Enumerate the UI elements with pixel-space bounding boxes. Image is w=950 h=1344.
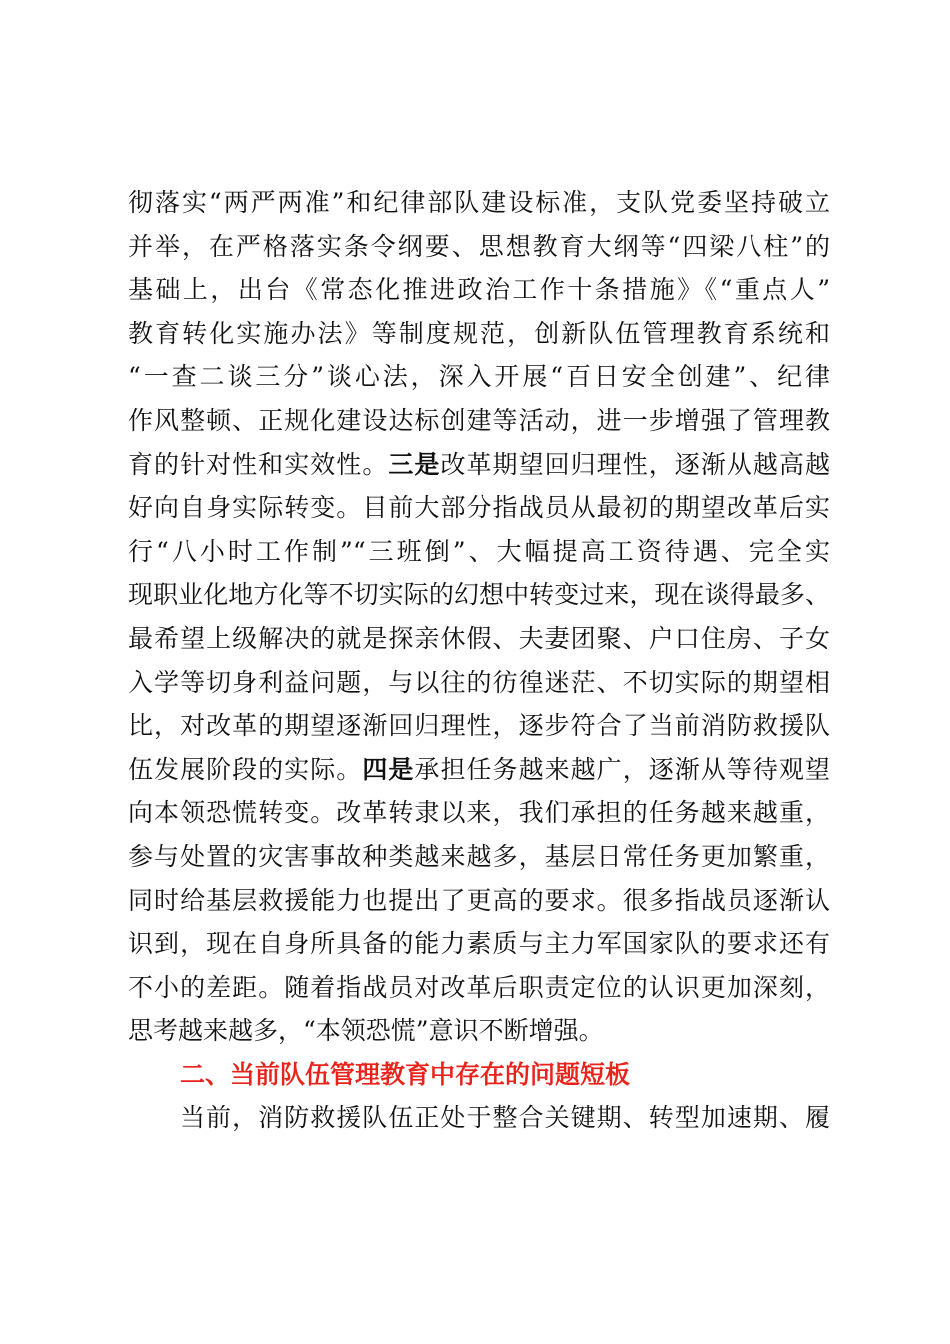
text-line: 参与处置的灾害事故种类越来越多，基层日常任务更加繁重，	[128, 841, 830, 871]
text-line: “一查二谈三分”谈心法，深入开展“百日安全创建”、纪律	[128, 362, 830, 392]
text-line: 入学等切身利益问题，与以往的彷徨迷茫、不切实际的期望相	[128, 667, 830, 697]
point-marker-three: 三是	[388, 449, 441, 479]
text-segment: 改革期望回归理性，逐渐从越高越	[440, 449, 830, 479]
text-line: 现职业化地方化等不切实际的幻想中转变过来，现在谈得最多、	[128, 580, 830, 610]
text-line: 好向自身实际转变。目前大部分指战员从最初的期望改革后实	[128, 493, 830, 523]
section-heading: 二、当前队伍管理教育中存在的问题短板	[180, 1059, 631, 1089]
text-line: 并举，在严格落实条令纲要、思想教育大纲等“四梁八柱”的	[128, 231, 830, 261]
text-segment: 育的针对性和实效性。	[128, 449, 389, 479]
text-segment: 伍发展阶段的实际。	[128, 754, 363, 784]
text-line: 识到，现在自身所具备的能力素质与主力军国家队的要求还有	[128, 929, 830, 959]
paragraph-first-line: 当前，消防救援队伍正处于整合关键期、转型加速期、履	[180, 1103, 830, 1133]
text-line	[128, 748, 830, 792]
paragraph-last-line: 思考越来越多，“本领恐慌”意识不断增强。	[128, 1016, 604, 1046]
text-line	[128, 443, 830, 487]
point-marker-four: 四是	[362, 754, 415, 784]
text-line: 教育转化实施办法》等制度规范，创新队伍管理教育系统和	[128, 318, 830, 348]
text-line: 向本领恐慌转变。改革转隶以来，我们承担的任务越来越重，	[128, 798, 830, 828]
text-line: 不小的差距。随着指战员对改革后职责定位的认识更加深刻，	[128, 972, 830, 1002]
text-line: 彻落实“两严两准”和纪律部队建设标准，支队党委坚持破立	[128, 188, 830, 217]
document-body	[128, 181, 830, 1140]
text-line: 基础上，出台《常态化推进政治工作十条措施》《“重点人”	[128, 275, 830, 305]
text-line: 同时给基层救援能力也提出了更高的要求。很多指战员逐渐认	[128, 885, 830, 915]
text-line: 比，对改革的期望逐渐回归理性，逐步符合了当前消防救援队	[128, 711, 830, 741]
text-line: 行“八小时工作制”“三班倒”、大幅提高工资待遇、完全实	[128, 536, 830, 566]
text-line: 最希望上级解决的就是探亲休假、夫妻团聚、户口住房、子女	[128, 623, 830, 653]
text-line: 作风整顿、正规化建设达标创建等活动，进一步增强了管理教	[128, 405, 830, 435]
text-segment: 承担任务越来越广，逐渐从等待观望	[414, 754, 830, 784]
